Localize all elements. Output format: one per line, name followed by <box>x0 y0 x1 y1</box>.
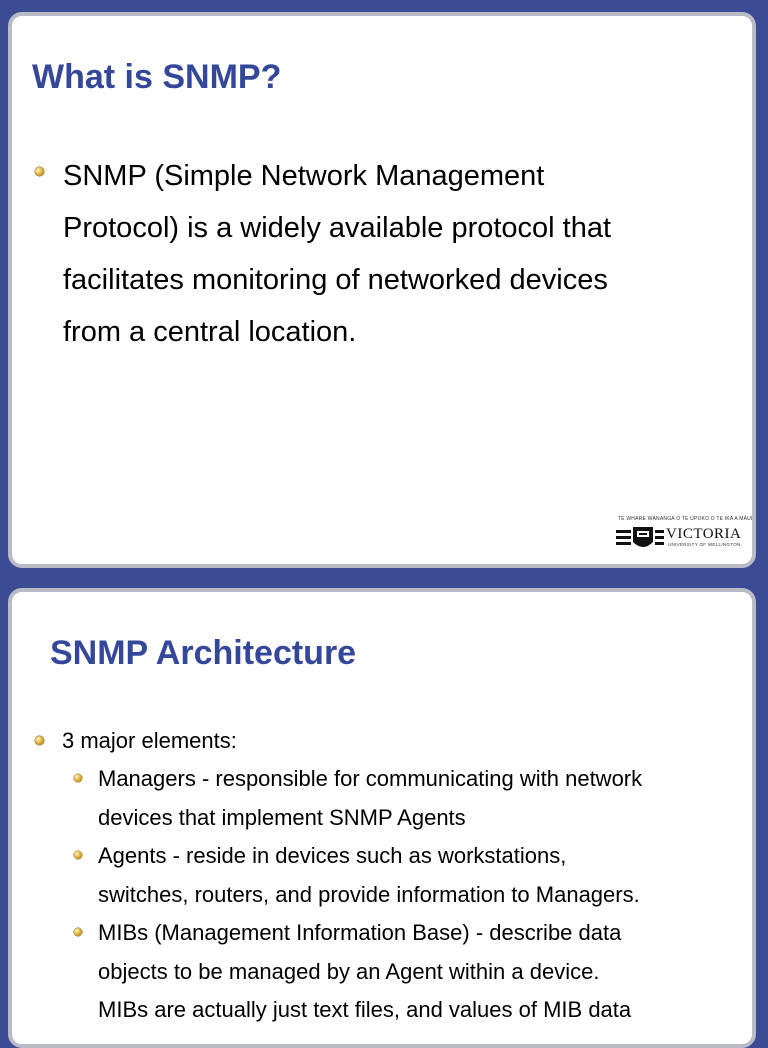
slide-title: What is SNMP? <box>32 58 282 96</box>
slide-snmp-architecture <box>8 588 756 1048</box>
logo-name: VICTORIA <box>666 526 742 542</box>
sub-bullet-line: switches, routers, and provide information to Managers. <box>98 881 640 907</box>
sub-bullet-line: MIBs are actually just text files, and values of MIB data <box>98 997 632 1022</box>
university-crest-icon <box>616 524 664 554</box>
sub-bullet-line: MIBs (Management Information Base) - describe data <box>98 920 622 945</box>
slide-title: SNMP Architecture <box>50 634 357 672</box>
sub-bullet-line: Managers - responsible for communicating with network <box>98 766 643 791</box>
bullet-text: 3 major elements: <box>62 728 237 753</box>
sub-bullet-managers <box>98 760 728 837</box>
bullet-text <box>63 150 723 358</box>
sub-bullet-line: objects to be managed by an Agent within a device. <box>98 958 600 984</box>
bullet-text-line: from a central location. <box>63 316 357 348</box>
sub-bullet-icon <box>74 928 82 936</box>
slide-what-is-snmp <box>8 12 756 568</box>
bullet-text-line: SNMP (Simple Network Management <box>63 160 545 192</box>
bullet-icon <box>35 736 44 745</box>
sub-bullet-line: devices that implement SNMP Agents <box>98 804 466 830</box>
sub-bullet-icon <box>74 851 82 859</box>
sub-bullet-agents <box>98 837 728 914</box>
logo-tagline: TE WHARE WĀNANGA O TE ŪPOKO O TE IKA A MĀUI <box>618 516 753 522</box>
sub-bullet-line: Agents - reside in devices such as workstations, <box>98 843 567 868</box>
sub-bullet-mibs <box>98 914 728 1030</box>
bullet-text-line: facilitates monitoring of networked devices <box>63 264 608 296</box>
bullet-text-line: Protocol) is a widely available protocol that <box>63 212 612 244</box>
victoria-university-logo <box>616 516 753 556</box>
sub-bullet-icon <box>74 774 82 782</box>
logo-subtitle: UNIVERSITY OF WELLINGTON <box>668 542 741 547</box>
bullet-icon <box>35 167 44 176</box>
